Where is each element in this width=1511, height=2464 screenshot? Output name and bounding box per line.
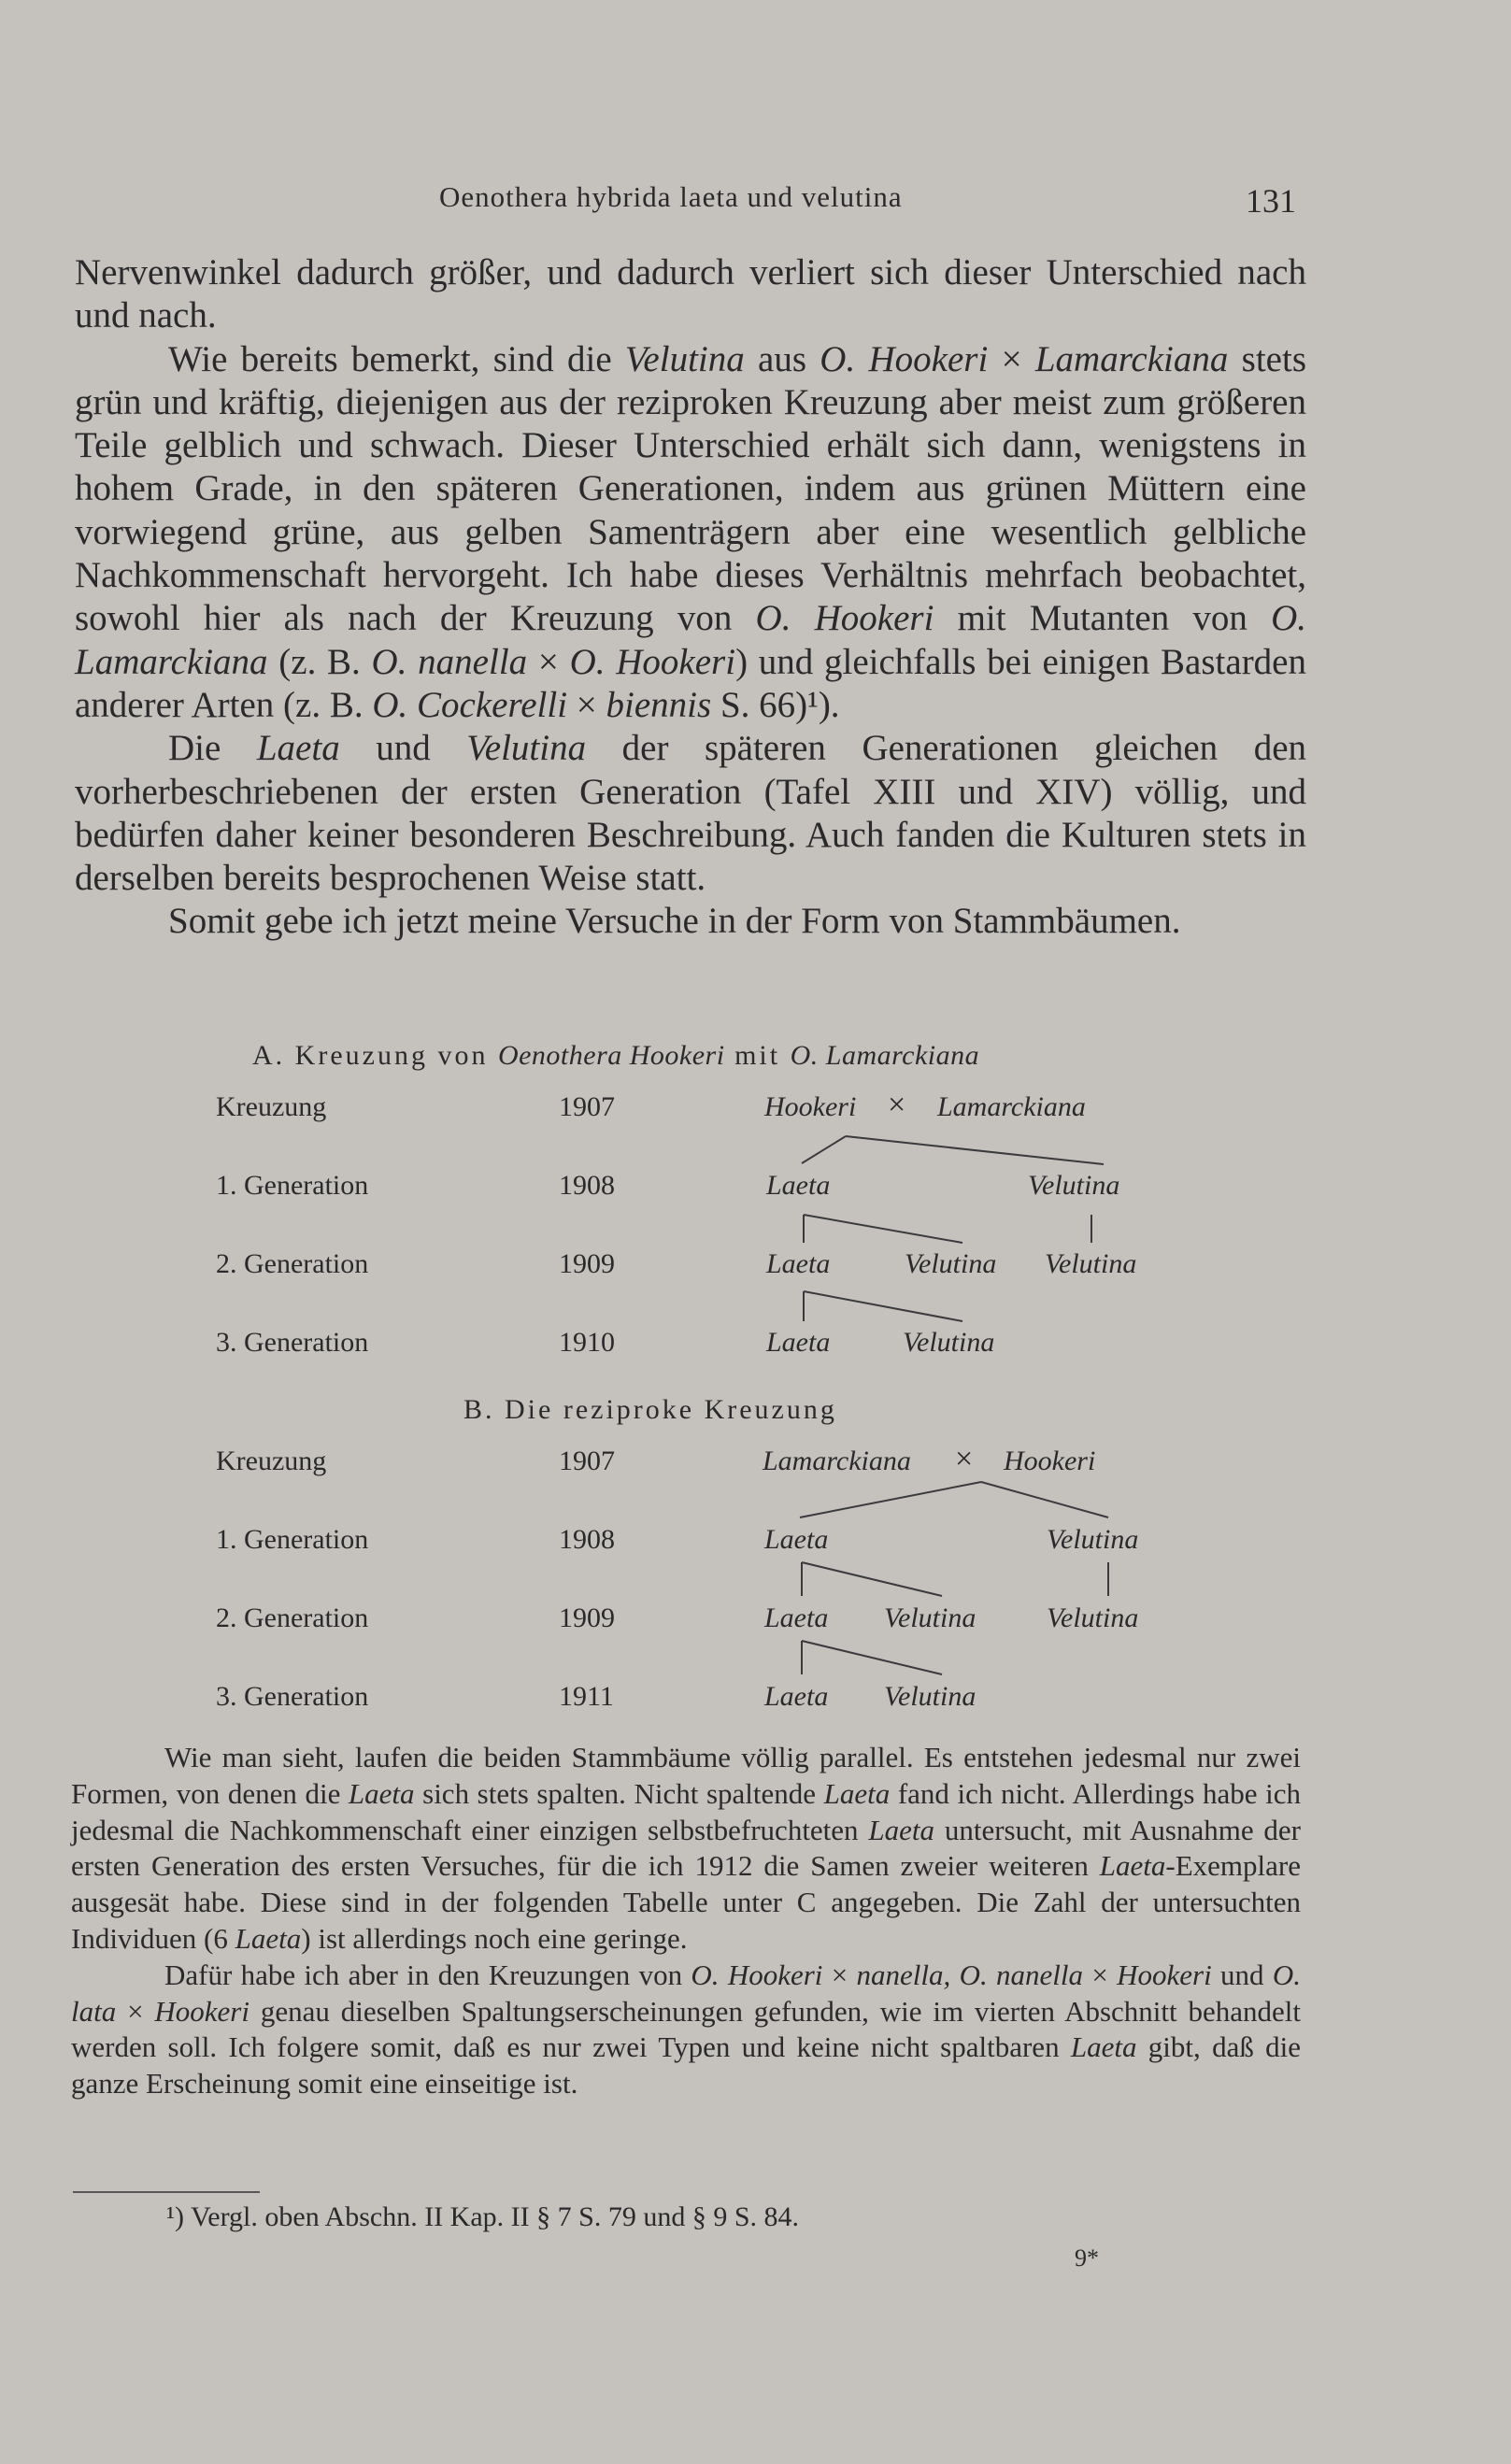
tree-a-row-label: 1. Generation: [216, 1170, 369, 1201]
tree-b-node-laeta: Laeta: [764, 1602, 829, 1633]
tree-a-row-label: 3. Generation: [216, 1327, 369, 1358]
tree-b-node-velutina: Velutina: [1047, 1524, 1139, 1555]
tree-b-row-year: 1911: [559, 1681, 614, 1712]
tree-a-heading-species-2: O. Lamarckiana: [790, 1040, 980, 1071]
tree-b-row-label: 2. Generation: [216, 1602, 369, 1633]
sp2-text-4: und: [1211, 1958, 1273, 1991]
p2-italic-6: O. nanella: [371, 641, 528, 682]
tree-line: [802, 1641, 942, 1674]
tree-a-row-year: 1907: [559, 1091, 615, 1122]
tree-b-heading: B. Die reziproke Kreuzung: [463, 1394, 837, 1425]
tree-a-node-velutina: Velutina: [1028, 1170, 1120, 1201]
sp1-text-5: -Exemplare ausgesät habe. Diese sind in der folgenden Tabelle unter C angegeben. Die Zahl der untersuchten Individuen (6: [71, 1849, 1301, 1955]
tree-b-row-year: 1909: [559, 1602, 615, 1633]
page-number: 131: [1246, 182, 1296, 220]
tree-line: [804, 1215, 962, 1243]
p3-text-1: Die: [168, 728, 257, 769]
tree-a-cross-parent: Hookeri: [764, 1091, 857, 1122]
tree-a-row-label: 2. Generation: [216, 1248, 369, 1279]
sp2-italic-1: O. Hookeri: [691, 1958, 823, 1991]
p2-text-8: ) und gleichfalls bei einigen Bastarden anderer Arten (z. B.: [75, 641, 1306, 725]
sp2-text-5: ×: [116, 1994, 155, 2028]
p2-italic-2: O. Hookeri: [820, 338, 989, 379]
tree-a-node-velutina: Velutina: [1045, 1248, 1137, 1279]
sp1-text-2: sich stets spalten. Nicht spaltende: [414, 1776, 824, 1810]
paragraph-1: Nervenwinkel dadurch größer, und dadurch verliert sich dieser Unterschied nach und nach.: [75, 252, 1306, 336]
sp1-italic-3: Laeta: [868, 1813, 935, 1846]
footnote: ¹) Vergl. oben Abschn. II Kap. II § 7 S. 79 und § 9 S. 84.: [166, 2201, 800, 2232]
tree-line: [804, 1291, 962, 1321]
sp2-text-6: genau dieselben Spaltungserscheinungen gefunden, wie im vierten Abschnitt behandelt werden soll. Ich folgere somit, daß es nur zwei Typen und keine nicht spaltbaren: [71, 1994, 1301, 2064]
p3-text-2: und: [339, 728, 467, 769]
signature-mark: 9*: [1075, 2244, 1099, 2272]
cross-symbol: ×: [955, 1442, 974, 1476]
p3-italic-2: Velutina: [466, 728, 587, 769]
small-text: [71, 1740, 1301, 2102]
tree-a-heading-species: Oenothera Hookeri: [497, 1040, 725, 1071]
p3-italic-1: Laeta: [256, 728, 340, 769]
small-paragraph-2: [71, 1958, 1301, 2102]
tree-a-node-velutina: Velutina: [903, 1327, 995, 1358]
sp2-italic-2: nanella, O. nanella: [856, 1958, 1084, 1991]
p3-text-3: der späteren Generationen gleichen den vorherbeschriebenen der ersten Generation (Tafel XIII und XIV) völlig, und bedürfen daher keiner besonderen Beschreibung. Auch fanden die Kulturen stets in derselben bereits besprochenen Weise statt.: [75, 728, 1307, 899]
p2-italic-4: O. Hookeri: [755, 598, 934, 639]
tree-b-row-year: 1908: [559, 1524, 615, 1555]
footnote-rule: [73, 2191, 260, 2193]
p2-text-1: Wie bereits bemerkt, sind die: [168, 338, 625, 379]
tree-a-row-label: Kreuzung: [216, 1091, 327, 1122]
sp2-italic-5: Hookeri: [154, 1994, 249, 2028]
sp1-text-4: untersucht, mit Ausnahme der ersten Generation des ersten Versuches, für die ich 1912 die Samen zweier weiteren: [71, 1813, 1301, 1883]
sp1-italic-2: Laeta: [823, 1776, 891, 1810]
p2-text-7: ×: [527, 641, 570, 682]
sp1-text-3: fand ich nicht. Allerdings habe ich jedesmal die Nachkommenschaft einer einzigen selbstbefruchteten: [71, 1776, 1301, 1846]
tree-a-node-velutina: Velutina: [905, 1248, 997, 1279]
tree-line: [802, 1562, 942, 1596]
sp2-italic-4: O. lata: [71, 1958, 1301, 2028]
running-title: Oenothera hybrida laeta und velutina: [439, 180, 903, 213]
tree-b-node-velutina: Velutina: [1047, 1602, 1139, 1633]
tree-line: [800, 1482, 981, 1517]
tree-a-row-year: 1908: [559, 1170, 615, 1201]
p2-text-2: aus: [744, 338, 820, 379]
sp1-italic-1: Laeta: [348, 1776, 415, 1810]
sp2-text-2: ×: [822, 1958, 857, 1991]
tree-a-cross-parent: Lamarckiana: [937, 1091, 1086, 1122]
sp2-text-3: ×: [1083, 1958, 1118, 1991]
paragraph-4: Somit gebe ich jetzt meine Versuche in der Form von Stammbäumen.: [168, 901, 1181, 942]
tree-b-cross-parent: Lamarckiana: [763, 1446, 911, 1476]
tree-a-heading-mid: mit: [724, 1040, 791, 1071]
sp1-italic-4: Laeta: [1099, 1849, 1166, 1883]
sp2-italic-6: Laeta: [1070, 2030, 1137, 2064]
tree-a-node-laeta: Laeta: [766, 1327, 831, 1358]
sp2-text-7: gibt, daß die ganze Erscheinung somit eine einseitige ist.: [71, 2030, 1302, 2101]
p2-text-6: (z. B.: [267, 641, 372, 682]
cross-symbol: ×: [888, 1088, 906, 1122]
sp1-italic-5: Laeta: [235, 1921, 302, 1955]
tree-b-row-label: 3. Generation: [216, 1681, 369, 1712]
sp2-text-1: Dafür habe ich aber in den Kreuzungen von: [164, 1958, 691, 1991]
tree-b-node-velutina: Velutina: [884, 1602, 976, 1633]
tree-a-row-year: 1909: [559, 1248, 615, 1279]
p2-italic-9: biennis: [606, 684, 712, 725]
tree-a-node-laeta: Laeta: [766, 1170, 831, 1201]
tree-b-cross-parent: Hookeri: [1004, 1446, 1096, 1476]
p2-italic-8: O. Cockerelli: [372, 684, 568, 725]
tree-b-row-year: 1907: [559, 1446, 615, 1476]
p2-text-9: ×: [567, 684, 606, 725]
p2-text-10: S. 66)¹).: [711, 684, 840, 725]
p2-text-3: ×: [988, 338, 1035, 379]
sp1-text-6: ) ist allerdings noch eine geringe.: [301, 1921, 688, 1955]
p2-italic-3: Lamarckiana: [1034, 338, 1229, 379]
tree-a-node-laeta: Laeta: [766, 1248, 831, 1279]
tree-a-heading-prefix: A. Kreuzung von: [252, 1040, 498, 1071]
tree-b-node-velutina: Velutina: [884, 1681, 976, 1712]
small-paragraph-1: [71, 1740, 1301, 1958]
sp1-text-1: Wie man sieht, laufen die beiden Stammbäume völlig parallel. Es entstehen jedesmal nur zwei Formen, von denen die: [71, 1741, 1301, 1810]
tree-line: [802, 1136, 846, 1163]
p2-text-4: stets grün und kräftig, diejenigen aus der reziproken Kreuzung aber meist zum größeren Teile gelblich und schwach. Dieser Unterschied erhält sich dann, wenigstens in hohem Grade, in den späteren Generationen, indem aus grünen Müttern eine vorwiegend grüne, aus gelben Samenträgern aber eine wesentlich gelbliche Nachkommenschaft hervorgeht. Ich habe dieses Verhältnis mehrfach beobachtet, sowohl hier als nach der Kreuzung von: [75, 338, 1307, 639]
sp2-italic-3: Hookeri: [1117, 1958, 1212, 1991]
tree-a-row-year: 1910: [559, 1327, 615, 1358]
tree-b-row-label: Kreuzung: [216, 1446, 327, 1476]
p2-text-5: mit Mutanten von: [934, 598, 1272, 639]
tree-line: [981, 1482, 1108, 1517]
p2-italic-5: O. Lamarckiana: [75, 598, 1307, 682]
tree-b-row-label: 1. Generation: [216, 1524, 369, 1555]
tree-b-node-laeta: Laeta: [764, 1681, 829, 1712]
p2-italic-7: O. Hookeri: [569, 641, 736, 682]
p2-italic-1: Velutina: [624, 338, 745, 379]
tree-line: [846, 1136, 1104, 1164]
tree-b-node-laeta: Laeta: [764, 1524, 829, 1555]
